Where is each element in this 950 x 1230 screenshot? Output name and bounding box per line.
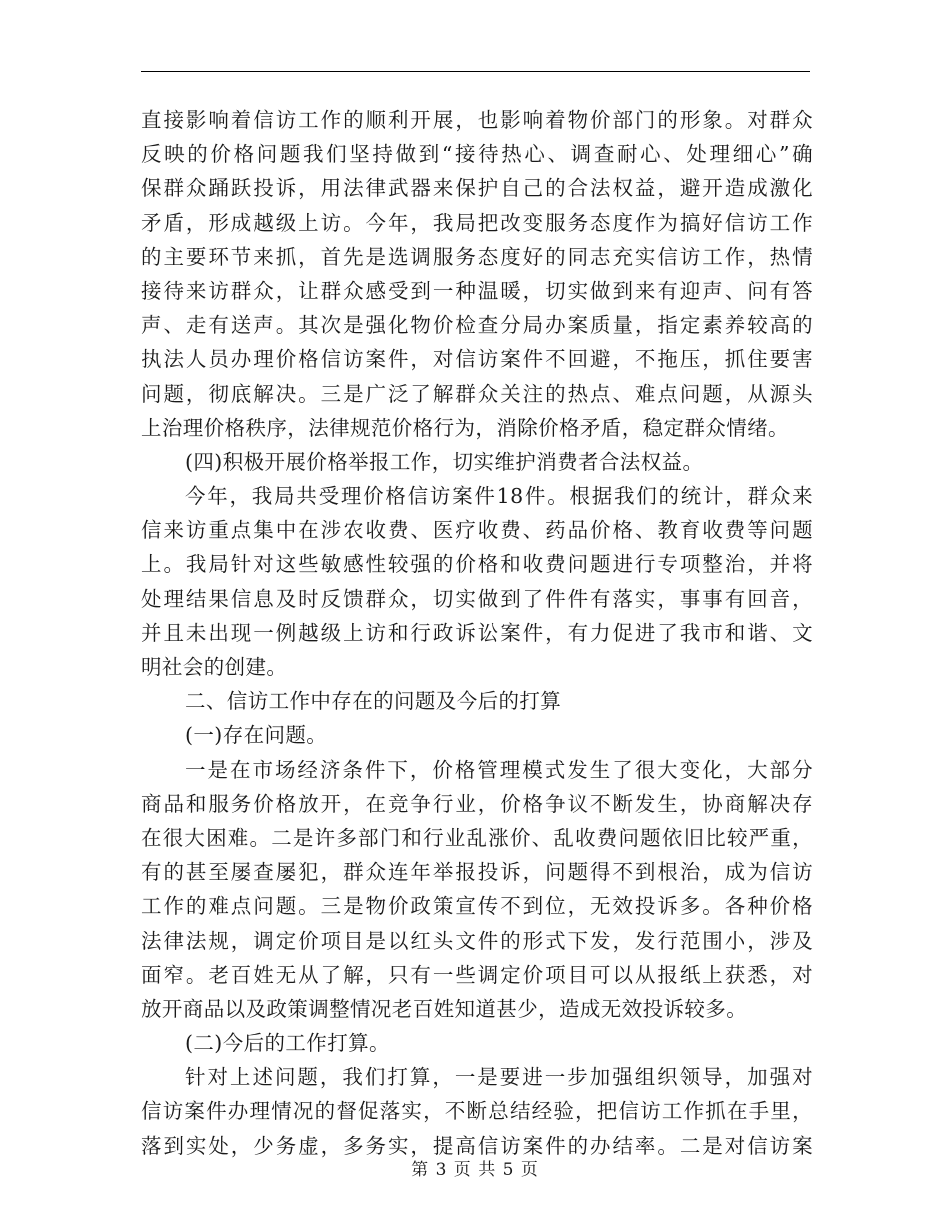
paragraph-line: 针对上述问题，我们打算，一是要进一步加强组织领导，加强对 <box>185 1065 813 1090</box>
paragraph-line: 的主要环节来抓，首先是选调服务态度好的同志充实信访工作，热情 <box>141 244 813 269</box>
paragraph-line: 今年，我局共受理价格信访案件18件。根据我们的统计，群众来 <box>185 484 813 509</box>
paragraph-line: 矛盾，形成越级上访。今年，我局把改变服务态度作为搞好信访工作 <box>141 210 813 235</box>
paragraph-line: 处理结果信息及时反馈群众，切实做到了件件有落实，事事有回音， <box>141 586 813 611</box>
paragraph-line: 并且未出现一例越级上访和行政诉讼案件，有力促进了我市和谐、文 <box>141 620 813 645</box>
paragraph-line: 信访案件办理情况的督促落实，不断总结经验，把信访工作抓在手里， <box>141 1099 813 1124</box>
paragraph-line: 有的甚至屡查屡犯，群众连年举报投诉，问题得不到根治，成为信访 <box>141 860 813 885</box>
header-rule <box>141 71 810 72</box>
paragraph-line: 放开商品以及政策调整情况老百姓知道甚少，造成无效投诉较多。 <box>141 996 748 1021</box>
paragraph-line: 接待来访群众，让群众感受到一种温暖，切实做到来有迎声、问有答 <box>141 278 813 303</box>
paragraph-line: 信来访重点集中在涉农收费、医疗收费、药品价格、教育收费等问题 <box>141 518 813 543</box>
paragraph-line: 商品和服务价格放开，在竞争行业，价格争议不断发生，协商解决存 <box>141 791 813 816</box>
paragraph-line: (一)存在问题。 <box>185 723 328 748</box>
paragraph-line: (四)积极开展价格举报工作，切实维护消费者合法权益。 <box>185 449 704 474</box>
paragraph-line: (二)今后的工作打算。 <box>185 1031 390 1056</box>
paragraph-line: 落到实处，少务虚，多务实，提高信访案件的办结率。二是对信访案 <box>141 1133 813 1158</box>
paragraph-line: 上。我局针对这些敏感性较强的价格和收费问题进行专项整治，并将 <box>141 552 813 577</box>
paragraph-line: 在很大困难。二是许多部门和行业乱涨价、乱收费问题依旧比较严重， <box>141 825 813 850</box>
paragraph-line: 二、信访工作中存在的问题及今后的打算 <box>185 689 562 714</box>
page-footer: 第 3 页 共 5 页 <box>411 1160 539 1180</box>
paragraph-line: 一是在市场经济条件下，价格管理模式发生了很大变化，大部分 <box>185 757 813 782</box>
paragraph-line: 声、走有送声。其次是强化物价检查分局办案质量，指定素养较高的 <box>141 313 813 338</box>
paragraph-line: 工作的难点问题。三是物价政策宣传不到位，无效投诉多。各种价格 <box>141 894 813 919</box>
paragraph-line: 法律法规，调定价项目是以红头文件的形式下发，发行范围小，涉及 <box>141 928 813 953</box>
paragraph-line: 反映的价格问题我们坚持做到“接待热心、调查耐心、处理细心”确 <box>141 142 813 167</box>
paragraph-line: 明社会的创建。 <box>141 655 288 679</box>
paragraph-line: 面窄。老百姓无从了解，只有一些调定价项目可以从报纸上获悉，对 <box>141 962 813 987</box>
paragraph-line: 保群众踊跃投诉，用法律武器来保护自己的合法权益，避开造成激化 <box>141 176 813 201</box>
document-body <box>141 103 813 1163</box>
paragraph-line: 上治理价格秩序，法律规范价格行为，消除价格矛盾，稳定群众情绪。 <box>141 415 789 440</box>
paragraph-line: 直接影响着信访工作的顺利开展，也影响着物价部门的形象。对群众 <box>141 108 813 132</box>
paragraph-line: 问题，彻底解决。三是广泛了解群众关注的热点、难点问题，从源头 <box>141 381 813 406</box>
paragraph-line: 执法人员办理价格信访案件，对信访案件不回避，不拖压，抓住要害 <box>141 347 813 372</box>
